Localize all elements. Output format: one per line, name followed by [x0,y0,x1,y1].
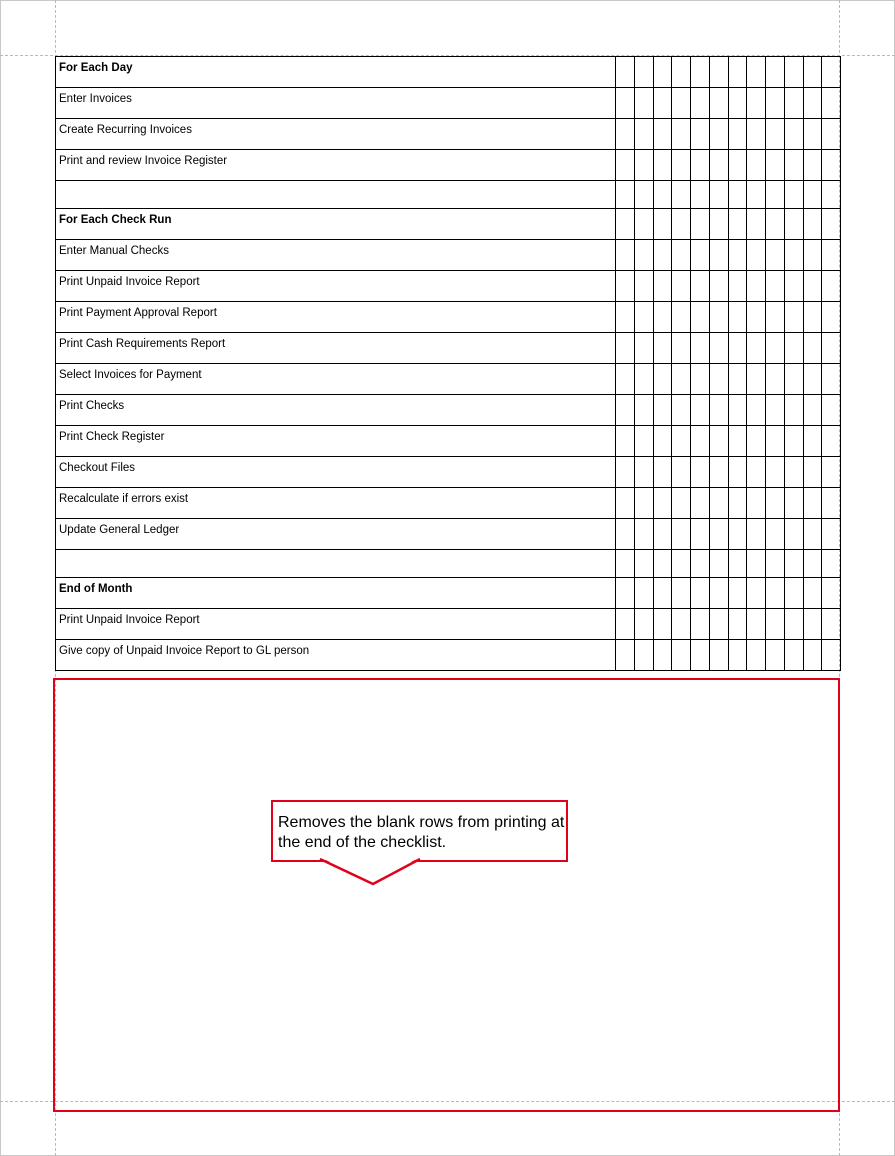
checkbox-cell [691,209,710,240]
checkbox-cell [766,271,785,302]
checkbox-cell [653,640,672,671]
task-label: Print Unpaid Invoice Report [56,609,616,640]
checkbox-cell [747,181,766,209]
checkbox-cell [634,333,653,364]
checkbox-cell [747,519,766,550]
checkbox-cell [634,578,653,609]
checklist-row [56,519,841,550]
checkbox-cell [728,240,747,271]
checklist-row [56,333,841,364]
checkbox-cell [616,519,635,550]
task-label: Print Unpaid Invoice Report [56,271,616,302]
checkbox-cell [822,240,841,271]
checkbox-cell [747,302,766,333]
checkbox-cell [691,395,710,426]
checkbox-cell [822,578,841,609]
checkbox-cell [728,181,747,209]
checkbox-cell [653,609,672,640]
checkbox-cell [616,640,635,671]
checkbox-cell [747,240,766,271]
checkbox-cell [672,457,691,488]
checkbox-cell [766,364,785,395]
checkbox-cell [634,488,653,519]
blank-row [56,550,841,578]
checkbox-cell [784,578,803,609]
checkbox-cell [822,88,841,119]
checkbox-cell [766,395,785,426]
checkbox-cell [709,550,728,578]
checkbox-cell [822,181,841,209]
checkbox-cell [709,271,728,302]
checkbox-cell [653,395,672,426]
checkbox-cell [803,609,822,640]
checkbox-cell [803,550,822,578]
checklist-row [56,240,841,271]
callout-bubble [271,800,568,862]
task-label: Print Checks [56,395,616,426]
checkbox-cell [822,57,841,88]
section-header-row [56,209,841,240]
checkbox-cell [691,578,710,609]
checkbox-cell [766,209,785,240]
checkbox-cell [653,457,672,488]
checkbox-cell [747,609,766,640]
checklist-row [56,609,841,640]
checkbox-cell [672,302,691,333]
checkbox-cell [653,364,672,395]
task-label: Create Recurring Invoices [56,119,616,150]
checkbox-cell [672,181,691,209]
checklist-row [56,271,841,302]
checkbox-cell [803,88,822,119]
checkbox-cell [803,578,822,609]
checkbox-cell [634,150,653,181]
checklist-row [56,426,841,457]
checkbox-cell [709,488,728,519]
checkbox-cell [691,457,710,488]
checkbox-cell [822,457,841,488]
checkbox-cell [822,640,841,671]
task-label: Print Check Register [56,426,616,457]
checkbox-cell [616,271,635,302]
checkbox-cell [784,88,803,119]
checkbox-cell [747,209,766,240]
checkbox-cell [634,302,653,333]
checkbox-cell [634,609,653,640]
checkbox-cell [616,119,635,150]
checkbox-cell [784,395,803,426]
checkbox-cell [728,271,747,302]
checkbox-cell [784,302,803,333]
checkbox-cell [766,609,785,640]
checkbox-cell [766,519,785,550]
checkbox-cell [822,488,841,519]
checkbox-cell [709,209,728,240]
checkbox-cell [653,150,672,181]
checkbox-cell [728,150,747,181]
checkbox-cell [672,119,691,150]
checkbox-cell [766,88,785,119]
checkbox-cell [672,240,691,271]
checkbox-cell [672,57,691,88]
checkbox-cell [728,119,747,150]
checklist-row [56,457,841,488]
checkbox-cell [709,640,728,671]
checkbox-cell [616,240,635,271]
blank-rows-highlight-box [53,678,840,1112]
checkbox-cell [766,488,785,519]
checkbox-cell [709,395,728,426]
checkbox-cell [747,640,766,671]
checkbox-cell [803,119,822,150]
checkbox-cell [672,88,691,119]
checkbox-cell [616,457,635,488]
checkbox-cell [728,88,747,119]
checklist-row [56,488,841,519]
task-label: Print Cash Requirements Report [56,333,616,364]
checkbox-cell [822,333,841,364]
checkbox-cell [728,550,747,578]
checkbox-cell [803,271,822,302]
checkbox-cell [653,119,672,150]
checkbox-cell [766,302,785,333]
checkbox-cell [672,519,691,550]
checkbox-cell [709,240,728,271]
checkbox-cell [634,271,653,302]
checkbox-cell [672,578,691,609]
checkbox-cell [709,150,728,181]
checkbox-cell [634,57,653,88]
checkbox-cell [691,181,710,209]
checkbox-cell [766,426,785,457]
checkbox-cell [634,457,653,488]
checkbox-cell [822,119,841,150]
section-title: For Each Check Run [56,209,616,240]
checkbox-cell [822,364,841,395]
section-header-row [56,57,841,88]
checkbox-cell [634,181,653,209]
checkbox-cell [616,181,635,209]
checkbox-cell [709,609,728,640]
checkbox-cell [747,550,766,578]
checkbox-cell [803,240,822,271]
checkbox-cell [803,488,822,519]
checkbox-cell [616,364,635,395]
checkbox-cell [766,119,785,150]
checkbox-cell [822,426,841,457]
checkbox-cell [766,578,785,609]
task-label [56,550,616,578]
checkbox-cell [709,57,728,88]
checkbox-cell [803,519,822,550]
checkbox-cell [691,333,710,364]
callout-text: Removes the blank rows from printing at the end of the checklist. [278,814,565,851]
checkbox-cell [766,550,785,578]
task-label: Checkout Files [56,457,616,488]
checklist-table [55,56,841,671]
checkbox-cell [747,150,766,181]
checkbox-cell [653,240,672,271]
task-label: Enter Manual Checks [56,240,616,271]
checkbox-cell [672,426,691,457]
checkbox-cell [672,364,691,395]
checklist-row [56,119,841,150]
checkbox-cell [728,395,747,426]
checkbox-cell [728,209,747,240]
checkbox-cell [822,519,841,550]
checkbox-cell [691,609,710,640]
checkbox-cell [691,302,710,333]
checkbox-cell [822,302,841,333]
checkbox-cell [803,364,822,395]
checkbox-cell [616,150,635,181]
checkbox-cell [747,271,766,302]
checklist-row [56,150,841,181]
task-label: Update General Ledger [56,519,616,550]
checkbox-cell [709,426,728,457]
checkbox-cell [653,519,672,550]
checkbox-cell [616,209,635,240]
checkbox-cell [822,271,841,302]
checkbox-cell [616,550,635,578]
checkbox-cell [766,57,785,88]
checkbox-cell [784,457,803,488]
task-label: Select Invoices for Payment [56,364,616,395]
checkbox-cell [616,609,635,640]
callout-pointer-icon [318,857,422,887]
checkbox-cell [634,426,653,457]
checkbox-cell [784,640,803,671]
checkbox-cell [766,457,785,488]
checkbox-cell [784,426,803,457]
checkbox-cell [784,333,803,364]
checkbox-cell [784,181,803,209]
checkbox-cell [728,57,747,88]
checkbox-cell [784,240,803,271]
checkbox-cell [747,426,766,457]
checkbox-cell [784,271,803,302]
checkbox-cell [803,426,822,457]
checkbox-cell [728,302,747,333]
checkbox-cell [672,209,691,240]
checkbox-cell [728,333,747,364]
checkbox-cell [653,181,672,209]
checkbox-cell [672,488,691,519]
checkbox-cell [747,333,766,364]
checkbox-cell [747,395,766,426]
checkbox-cell [766,240,785,271]
checkbox-cell [653,88,672,119]
checkbox-cell [728,426,747,457]
checkbox-cell [803,640,822,671]
blank-row [56,181,841,209]
task-label: Print and review Invoice Register [56,150,616,181]
checkbox-cell [784,119,803,150]
checkbox-cell [709,302,728,333]
checkbox-cell [747,57,766,88]
checklist-row [56,640,841,671]
checkbox-cell [653,271,672,302]
checkbox-cell [672,395,691,426]
checkbox-cell [747,457,766,488]
checkbox-cell [616,488,635,519]
checkbox-cell [728,640,747,671]
checkbox-cell [784,364,803,395]
checkbox-cell [653,426,672,457]
checkbox-cell [691,88,710,119]
checkbox-cell [653,578,672,609]
checkbox-cell [616,578,635,609]
checkbox-cell [728,364,747,395]
checkbox-cell [728,609,747,640]
checkbox-cell [672,640,691,671]
checkbox-cell [653,57,672,88]
checkbox-cell [691,519,710,550]
checkbox-cell [803,395,822,426]
checkbox-cell [691,271,710,302]
checkbox-cell [728,488,747,519]
checkbox-cell [672,550,691,578]
checkbox-cell [634,519,653,550]
checkbox-cell [691,550,710,578]
checkbox-cell [634,209,653,240]
checkbox-cell [766,150,785,181]
checkbox-cell [634,88,653,119]
section-title: End of Month [56,578,616,609]
checkbox-cell [616,88,635,119]
checkbox-cell [803,181,822,209]
checkbox-cell [709,364,728,395]
checkbox-cell [691,240,710,271]
checkbox-cell [822,209,841,240]
checkbox-cell [709,519,728,550]
checkbox-cell [747,488,766,519]
checkbox-cell [784,609,803,640]
checkbox-cell [728,519,747,550]
checkbox-cell [672,150,691,181]
checkbox-cell [616,57,635,88]
checkbox-cell [672,271,691,302]
checkbox-cell [803,333,822,364]
checklist-row [56,302,841,333]
checkbox-cell [616,395,635,426]
task-label: Enter Invoices [56,88,616,119]
checkbox-cell [634,640,653,671]
checkbox-cell [784,488,803,519]
checkbox-cell [747,119,766,150]
checkbox-cell [822,150,841,181]
checkbox-cell [766,181,785,209]
checkbox-cell [728,457,747,488]
checkbox-cell [803,302,822,333]
checkbox-cell [803,209,822,240]
checklist-row [56,88,841,119]
checkbox-cell [747,88,766,119]
checkbox-cell [784,150,803,181]
section-header-row [56,578,841,609]
checkbox-cell [634,550,653,578]
checkbox-cell [691,640,710,671]
checkbox-cell [616,302,635,333]
checkbox-cell [672,333,691,364]
task-label: Give copy of Unpaid Invoice Report to GL person [56,640,616,671]
checkbox-cell [616,333,635,364]
checkbox-cell [634,364,653,395]
checklist-row [56,364,841,395]
checkbox-cell [672,609,691,640]
checkbox-cell [634,395,653,426]
checkbox-cell [784,57,803,88]
checkbox-cell [766,333,785,364]
checkbox-cell [691,426,710,457]
checkbox-cell [803,150,822,181]
checkbox-cell [766,640,785,671]
checkbox-cell [709,181,728,209]
checkbox-cell [822,550,841,578]
checkbox-cell [784,519,803,550]
checkbox-cell [653,488,672,519]
checkbox-cell [653,333,672,364]
checkbox-cell [709,119,728,150]
checkbox-cell [784,550,803,578]
checkbox-cell [691,57,710,88]
checkbox-cell [709,457,728,488]
checkbox-cell [653,209,672,240]
checkbox-cell [747,578,766,609]
task-label: Print Payment Approval Report [56,302,616,333]
task-label [56,181,616,209]
checkbox-cell [653,550,672,578]
checkbox-cell [822,609,841,640]
checkbox-cell [691,119,710,150]
checkbox-cell [616,426,635,457]
checkbox-cell [691,364,710,395]
checkbox-cell [803,57,822,88]
checkbox-cell [634,240,653,271]
checkbox-cell [691,488,710,519]
checkbox-cell [784,209,803,240]
checkbox-cell [822,395,841,426]
checkbox-cell [709,578,728,609]
checkbox-cell [709,88,728,119]
checkbox-cell [709,333,728,364]
checklist-row [56,395,841,426]
checkbox-cell [728,578,747,609]
checkbox-cell [653,302,672,333]
checkbox-cell [691,150,710,181]
task-label: Recalculate if errors exist [56,488,616,519]
checkbox-cell [803,457,822,488]
checkbox-cell [634,119,653,150]
checkbox-cell [747,364,766,395]
section-title: For Each Day [56,57,616,88]
